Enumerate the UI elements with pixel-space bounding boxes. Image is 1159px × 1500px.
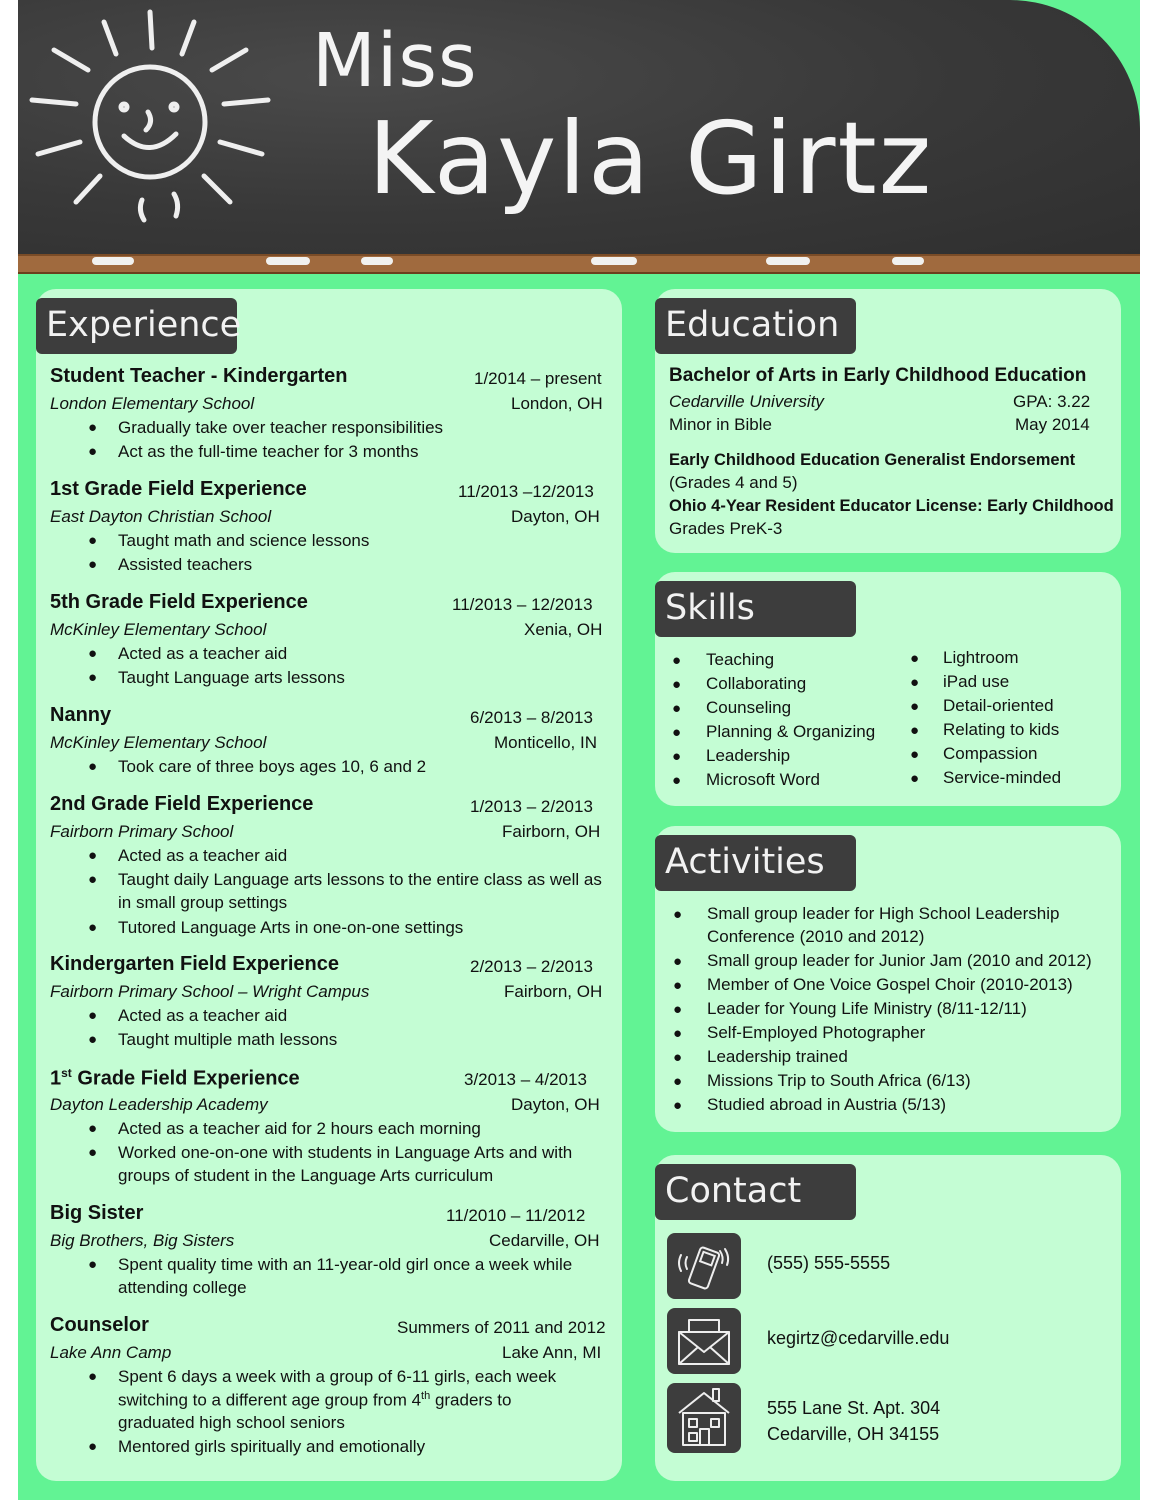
skill-item: Counseling (706, 698, 792, 717)
bullet-dot: ● (88, 1438, 98, 1455)
bullet-dot: ● (88, 758, 98, 775)
bullet-dot: ● (673, 1001, 683, 1018)
skills-heading: Skills (655, 581, 856, 637)
job-location: Dayton, OH (511, 507, 600, 526)
education-license: Ohio 4-Year Resident Educator License: Early Childhood (669, 497, 1114, 515)
job-bullet: Spent quality time with an 11-year-old girl once a week while (118, 1255, 573, 1274)
contact-address-line2: Cedarville, OH 34155 (767, 1424, 940, 1444)
activity-item: Leader for Young Life Ministry (8/11-12/11) (707, 999, 1027, 1018)
job-bullet-continued: in small group settings (118, 893, 288, 912)
job-dates: 6/2013 – 8/2013 (470, 708, 593, 727)
title-miss: Miss (312, 18, 478, 104)
activities-heading: Activities (655, 835, 856, 891)
job-bullet: Took care of three boys ages 10, 6 and 2 (118, 757, 427, 776)
job-bullet: Act as the full-time teacher for 3 months (118, 442, 419, 461)
skill-item: Lightroom (943, 648, 1019, 667)
activity-item: Member of One Voice Gospel Choir (2010-2013) (707, 975, 1073, 994)
bullet-dot: ● (910, 698, 920, 715)
job-bullet: Taught daily Language arts lessons to the entire class as well as (118, 870, 602, 889)
job-location: Dayton, OH (511, 1095, 600, 1114)
skill-item: Microsoft Word (706, 770, 820, 789)
job-bullet: Tutored Language Arts in one-on-one settings (118, 918, 464, 937)
bullet-dot: ● (672, 748, 682, 765)
bullet-dot: ● (672, 724, 682, 741)
job-title: 1st Grade Field Experience (50, 478, 307, 500)
education-endorsement-grades: (Grades 4 and 5) (669, 473, 798, 492)
job-location: Fairborn, OH (502, 822, 601, 841)
job-bullet: Acted as a teacher aid (118, 846, 288, 865)
bullet-dot: ● (672, 652, 682, 669)
bullet-dot: ● (88, 645, 98, 662)
job-bullet: Worked one-on-one with students in Language Arts and with (118, 1143, 573, 1162)
bullet-dot: ● (88, 1256, 98, 1273)
bullet-dot: ● (88, 1031, 98, 1048)
job-org: Big Brothers, Big Sisters (50, 1231, 235, 1250)
education-gpa: GPA: 3.22 (1013, 392, 1091, 411)
bullet-dot: ● (88, 847, 98, 864)
chalk-piece (361, 257, 393, 265)
job-org: Dayton Leadership Academy (50, 1095, 268, 1114)
job-bullet: Mentored girls spiritually and emotionally (118, 1437, 426, 1456)
job-bullet: Taught math and science lessons (118, 531, 370, 550)
activity-item: Small group leader for High School Leadership (707, 904, 1060, 923)
job-org: Lake Ann Camp (50, 1343, 172, 1362)
job-org: East Dayton Christian School (50, 507, 272, 526)
job-dates: 11/2013 –12/2013 (458, 482, 594, 501)
job-org: Fairborn Primary School – Wright Campus (50, 982, 370, 1001)
title-name: Kayla Girtz (368, 100, 934, 217)
activity-item: Leadership trained (707, 1047, 848, 1066)
bullet-dot: ● (88, 871, 98, 888)
education-license-grades: Grades PreK-3 (669, 519, 783, 538)
skill-item: Relating to kids (943, 720, 1060, 739)
bullet-dot: ● (88, 1120, 98, 1137)
bullet-dot: ● (673, 1025, 683, 1042)
education-school: Cedarville University (669, 392, 824, 411)
bullet-dot: ● (673, 1073, 683, 1090)
bullet-dot: ● (910, 770, 920, 787)
job-dates: 1/2014 – present (474, 369, 602, 388)
bullet-dot: ● (673, 1097, 683, 1114)
bullet-dot: ● (88, 669, 98, 686)
job-bullet: Spent 6 days a week with a group of 6-11 girls, each week (118, 1367, 557, 1386)
job-org: Fairborn Primary School (50, 822, 234, 841)
job-bullet-continued: attending college (118, 1278, 247, 1297)
job-title: 1st Grade Field Experience (50, 1066, 300, 1090)
skill-item: Service-minded (943, 768, 1062, 787)
bullet-dot: ● (88, 1007, 98, 1024)
chalk-piece (266, 257, 310, 265)
job-location: Monticello, IN (494, 733, 597, 752)
contact-phone[interactable]: (555) 555-5555 (767, 1253, 891, 1273)
bullet-dot: ● (910, 650, 920, 667)
activity-item: Small group leader for Junior Jam (2010 and 2012) (707, 951, 1092, 970)
contact-address-line1: 555 Lane St. Apt. 304 (767, 1398, 941, 1418)
job-title: 2nd Grade Field Experience (50, 793, 314, 815)
education-degree: Bachelor of Arts in Early Childhood Education (669, 365, 1087, 386)
envelope-icon (667, 1308, 741, 1374)
bullet-dot: ● (672, 772, 682, 789)
job-dates: 11/2013 – 12/2013 (452, 595, 593, 614)
job-org: McKinley Elementary School (50, 733, 267, 752)
skill-item: Collaborating (706, 674, 807, 693)
chalkboard-ledge (18, 254, 1140, 274)
chalk-piece (591, 257, 637, 265)
bullet-dot: ● (673, 906, 683, 923)
chalk-piece (892, 257, 924, 265)
bullet-dot: ● (88, 1144, 98, 1161)
bullet-dot: ● (673, 977, 683, 994)
job-bullet: Acted as a teacher aid (118, 644, 288, 663)
skill-item: Detail-oriented (943, 696, 1054, 715)
job-location: London, OH (511, 394, 603, 413)
job-org: McKinley Elementary School (50, 620, 267, 639)
job-location: Lake Ann, MI (502, 1343, 602, 1362)
job-title: Kindergarten Field Experience (50, 953, 339, 975)
job-bullet-continued: groups of student in the Language Arts curriculum (118, 1166, 494, 1185)
job-dates: Summers of 2011 and 2012 (397, 1318, 606, 1337)
activity-item: Self-Employed Photographer (707, 1023, 926, 1042)
contact-email[interactable]: kegirtz@cedarville.edu (767, 1328, 950, 1348)
job-bullet-continued: graduated high school seniors (118, 1413, 345, 1432)
bullet-dot: ● (910, 722, 920, 739)
bullet-dot: ● (910, 674, 920, 691)
job-dates: 1/2013 – 2/2013 (470, 797, 593, 816)
contact-heading: Contact (655, 1164, 856, 1220)
job-dates: 11/2010 – 11/2012 (446, 1206, 586, 1225)
job-title: Student Teacher - Kindergarten (50, 365, 348, 387)
bullet-dot: ● (88, 556, 98, 573)
job-bullet: Assisted teachers (118, 555, 253, 574)
education-endorsement: Early Childhood Education Generalist Endorsement (669, 451, 1076, 469)
skill-item: Compassion (943, 744, 1038, 763)
bullet-dot: ● (672, 676, 682, 693)
bullet-dot: ● (88, 919, 98, 936)
job-bullet-continued: switching to a different age group from 4th graders to (118, 1390, 512, 1410)
skill-item: Teaching (706, 650, 775, 669)
phone-icon (667, 1233, 741, 1299)
job-title: Big Sister (50, 1202, 144, 1224)
bullet-dot: ● (88, 443, 98, 460)
sun-drawing-icon (24, 4, 276, 234)
education-grad-date: May 2014 (1015, 415, 1090, 434)
job-location: Fairborn, OH (504, 982, 603, 1001)
bullet-dot: ● (88, 532, 98, 549)
bullet-dot: ● (910, 746, 920, 763)
education-heading: Education (655, 298, 856, 354)
skill-item: Planning & Organizing (706, 722, 876, 741)
house-icon (667, 1383, 741, 1453)
job-title: Counselor (50, 1314, 149, 1336)
bullet-dot: ● (88, 1368, 98, 1385)
bullet-dot: ● (672, 700, 682, 717)
bullet-dot: ● (673, 953, 683, 970)
chalk-piece (92, 257, 134, 265)
job-bullet: Taught Language arts lessons (118, 668, 345, 687)
chalk-piece (766, 257, 810, 265)
job-bullet: Acted as a teacher aid (118, 1006, 288, 1025)
job-location: Cedarville, OH (489, 1231, 600, 1250)
job-location: Xenia, OH (524, 620, 603, 639)
job-title: Nanny (50, 704, 112, 726)
activity-item-continued: Conference (2010 and 2012) (707, 927, 925, 946)
bullet-dot: ● (88, 419, 98, 436)
experience-heading: Experience (36, 298, 237, 354)
job-org: London Elementary School (50, 394, 255, 413)
job-bullet: Gradually take over teacher responsibilities (118, 418, 444, 437)
activity-item: Missions Trip to South Africa (6/13) (707, 1071, 971, 1090)
education-minor: Minor in Bible (669, 415, 772, 434)
bullet-dot: ● (673, 1049, 683, 1066)
job-bullet: Taught multiple math lessons (118, 1030, 338, 1049)
activity-item: Studied abroad in Austria (5/13) (707, 1095, 947, 1114)
skill-item: iPad use (943, 672, 1010, 691)
job-dates: 3/2013 – 4/2013 (464, 1070, 587, 1089)
job-dates: 2/2013 – 2/2013 (470, 957, 593, 976)
job-bullet: Acted as a teacher aid for 2 hours each morning (118, 1119, 481, 1138)
job-title: 5th Grade Field Experience (50, 591, 308, 613)
skill-item: Leadership (706, 746, 791, 765)
